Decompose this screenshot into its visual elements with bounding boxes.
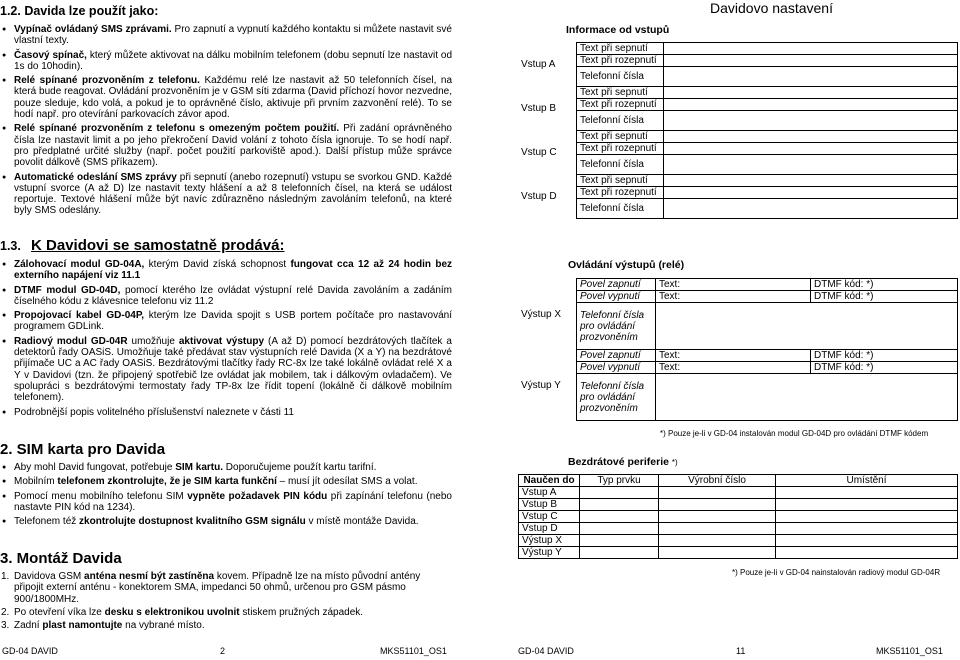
output-phones-label: Telefonní čísla pro ovládání prozvoněním bbox=[577, 303, 656, 350]
list-item bbox=[0, 407, 452, 418]
wireless-row-label: Vstup B bbox=[519, 499, 580, 511]
item-bold: fungovat cca 12 až 24 hodin bez externího napájení viz 11.1 bbox=[14, 259, 453, 282]
output-on-dtmf: DTMF kód: *) bbox=[811, 350, 958, 362]
wireless-footnote: *) Pouze je-li v GD-04 nainstalován radiový modul GD-04R bbox=[732, 568, 941, 577]
input-field-value bbox=[664, 111, 958, 131]
wireless-serial-cell bbox=[659, 487, 776, 499]
settings-title: Davidovo nastavení bbox=[710, 0, 833, 16]
input-field-label: Text při sepnutí bbox=[577, 43, 664, 55]
item-bold: telefonem zkontrolujte, že je SIM karta funkční bbox=[57, 476, 277, 488]
input-row bbox=[518, 87, 958, 99]
input-row bbox=[518, 99, 958, 111]
item-text: Při zadání oprávněného čísla lze nastavit limit a po jeho překročení David volání z tohoto čísla ignoruje. To se hodí např. pro předplatné určité služby (např. počet použití parkoviště apod.). Další přístup může správce povolit dálkově (SMS příkazem). bbox=[14, 123, 452, 169]
item-text: (A až D) pomocí bezdrátových tlačítek a detektorů řady OASiS. Umožňuje také předávat stav výstupních relé Davida (X a Y) na bezdrátové přijímače UC a AC řady OASiS. Bezdrátovými tlačítky řady RC-8x lze také lokálně ovládat relé X a Y v Davidovi (tzn. že připojený spotřebič lze ovládat jak mobilem, tak i dálkovým ovladačem). Ve spolupráci s bezdrátovými termostaty řady TP-8x lze řídit topení (lokálně či dálkově mobilním telefonem). bbox=[14, 335, 452, 404]
output-phones-label: Telefonní čísla pro ovládání prozvoněním bbox=[577, 374, 656, 421]
wireless-location-cell bbox=[776, 535, 958, 547]
wireless-header-row bbox=[519, 475, 958, 487]
wireless-row bbox=[519, 547, 958, 559]
item-text: Telefonem též bbox=[14, 516, 80, 528]
wireless-type-cell bbox=[580, 487, 659, 499]
list-item bbox=[0, 123, 452, 168]
section-3-title: 3. Montáž Davida bbox=[0, 550, 122, 567]
list-item bbox=[0, 336, 452, 404]
list-item bbox=[0, 310, 452, 333]
item-bold: plast namontujte bbox=[42, 620, 123, 632]
section-2-title: 2. SIM karta pro Davida bbox=[0, 441, 166, 458]
outputs-footnote: *) Pouze je-li v GD-04 instalován modul GD-04D pro ovládání DTMF kódem bbox=[660, 429, 929, 438]
input-field-label: Text při rozepnutí bbox=[577, 187, 664, 199]
input-field-value bbox=[664, 175, 958, 187]
item-number: 3. bbox=[1, 620, 10, 632]
item-text: na vybrané místo. bbox=[122, 620, 205, 632]
item-text: Po otevření víka lze bbox=[14, 606, 105, 618]
footer-right-title: GD-04 DAVID bbox=[518, 646, 574, 656]
wireless-row-label: Výstup Y bbox=[519, 547, 580, 559]
input-field-value bbox=[664, 143, 958, 155]
item-bold: anténa nesmí být zastíněna bbox=[84, 571, 215, 582]
item-number: 2. bbox=[1, 606, 10, 618]
item-text: kterým David získá schopnost bbox=[144, 259, 291, 270]
item-text: Každému relé lze nastavit až 50 telefonních čísel, na která bude reagovat. Ovládání prozvoněním je v GSM síti zdarma (David příchozí hovor nezvedne, pouze sleduje, kdo volá, a pokud je to oprávněné číslo, aktivuje při prvním zazvonění relé). To se hodí např. pro otevírání parkovacích závor apod. bbox=[14, 75, 453, 121]
wireless-row bbox=[519, 487, 958, 499]
item-text: při zapínání telefonu (nebo nastavte PIN kód na 1234). bbox=[14, 490, 452, 513]
input-row bbox=[518, 43, 958, 55]
footer-right-page: 11 bbox=[736, 646, 746, 656]
list-item bbox=[0, 476, 452, 487]
item-bold: Radiový modul GD-04R bbox=[14, 335, 128, 347]
input-field-value bbox=[664, 55, 958, 67]
item-text: Davidova GSM bbox=[14, 571, 85, 582]
list-item bbox=[0, 50, 452, 73]
input-row bbox=[518, 199, 958, 219]
item-bold: desku s elektronikou uvolnit bbox=[104, 606, 240, 618]
section-1-2-title: 1.2. Davida lze použít jako: bbox=[0, 4, 159, 18]
output-row bbox=[518, 291, 958, 303]
list-item bbox=[0, 491, 452, 514]
wireless-row bbox=[519, 511, 958, 523]
input-field-value bbox=[664, 131, 958, 143]
wireless-header-cell: Typ prvku bbox=[580, 475, 659, 487]
wireless-location-cell bbox=[776, 523, 958, 535]
wireless-row bbox=[519, 523, 958, 535]
item-bold: Zálohovací modul GD-04A, bbox=[14, 259, 145, 270]
item-bold: DTMF modul GD-04D, bbox=[14, 284, 121, 296]
output-on-label: Povel zapnutí bbox=[577, 279, 656, 291]
inputs-title: Informace od vstupů bbox=[566, 24, 670, 36]
item-bold: Relé spínané prozvoněním z telefonu s omezeným počtem použití. bbox=[14, 123, 340, 135]
list-item bbox=[0, 172, 452, 217]
list-item bbox=[0, 516, 452, 527]
wireless-location-cell bbox=[776, 487, 958, 499]
input-row bbox=[518, 175, 958, 187]
item-text: Pro zapnutí a vypnutí každého kontaktu si můžete nastavit své vlastní texty. bbox=[14, 24, 452, 47]
section-1-3-list bbox=[0, 259, 452, 421]
output-on-label: Povel zapnutí bbox=[577, 350, 656, 362]
output-row bbox=[518, 362, 958, 374]
list-item bbox=[0, 462, 452, 473]
output-off-text: Text: bbox=[656, 291, 811, 303]
output-row bbox=[518, 374, 958, 421]
item-bold: vypněte požadavek PIN kódu bbox=[187, 490, 328, 502]
numbered-item bbox=[0, 571, 452, 605]
item-text: pomocí kterého lze ovládat výstupní relé Davida zavoláním a zadáním číselného kódu z klávesnice telefonu viz 11.2 bbox=[14, 284, 453, 307]
wireless-row-label: Vstup D bbox=[519, 523, 580, 535]
output-on-text: Text: bbox=[656, 350, 811, 362]
output-row bbox=[518, 350, 958, 362]
input-field-value bbox=[664, 67, 958, 87]
input-label: Vstup D bbox=[521, 191, 557, 202]
input-field-label: Telefonní čísla bbox=[577, 155, 664, 175]
input-field-label: Text při sepnutí bbox=[577, 87, 664, 99]
wireless-type-cell bbox=[580, 499, 659, 511]
wireless-serial-cell bbox=[659, 523, 776, 535]
numbered-item bbox=[0, 607, 452, 618]
numbered-item bbox=[0, 620, 452, 631]
item-number: 1. bbox=[1, 571, 10, 582]
input-row bbox=[518, 131, 958, 143]
item-text: stiskem pružných západek. bbox=[239, 606, 364, 618]
wireless-title-note: *) bbox=[671, 458, 678, 467]
output-label: Výstup Y bbox=[521, 379, 561, 391]
wireless-serial-cell bbox=[659, 511, 776, 523]
section-2-list bbox=[0, 462, 452, 530]
list-item bbox=[0, 285, 452, 308]
item-text: – musí jít odesílat SMS a volat. bbox=[276, 476, 418, 488]
input-field-label: Text při sepnutí bbox=[577, 175, 664, 187]
item-text: umožňuje bbox=[127, 335, 179, 347]
item-bold: aktivovat výstupy bbox=[178, 335, 265, 347]
wireless-table bbox=[518, 474, 958, 559]
wireless-location-cell bbox=[776, 499, 958, 511]
item-text: Podrobnější popis volitelného příslušenství naleznete v části 11 bbox=[14, 406, 294, 418]
wireless-row bbox=[519, 535, 958, 547]
input-row bbox=[518, 67, 958, 87]
input-field-label: Text při rozepnutí bbox=[577, 99, 664, 111]
output-off-label: Povel vypnutí bbox=[577, 362, 656, 374]
item-bold: Vypínač ovládaný SMS zprávami. bbox=[14, 24, 172, 35]
input-field-value bbox=[664, 155, 958, 175]
item-text: Mobilním bbox=[14, 476, 58, 488]
wireless-serial-cell bbox=[659, 535, 776, 547]
item-text: Aby mohl David fungovat, potřebuje bbox=[14, 462, 176, 473]
input-field-value bbox=[664, 187, 958, 199]
output-label: Výstup X bbox=[521, 308, 562, 320]
section-1-2-list bbox=[0, 24, 452, 220]
wireless-serial-cell bbox=[659, 499, 776, 511]
output-off-dtmf: DTMF kód: *) bbox=[811, 362, 958, 374]
output-phones-value bbox=[656, 374, 958, 421]
wireless-row-label: Vstup C bbox=[519, 511, 580, 523]
wireless-location-cell bbox=[776, 547, 958, 559]
input-row bbox=[518, 55, 958, 67]
wireless-header-cell: Naučen do bbox=[519, 475, 580, 487]
item-text: který můžete aktivovat na dálku mobilním telefonem (dobu sepnutí lze nastavit od 1s do 10hodin). bbox=[14, 49, 453, 72]
wireless-row-label: Vstup A bbox=[519, 487, 580, 499]
wireless-header-cell: Výrobní číslo bbox=[659, 475, 776, 487]
input-field-label: Text při rozepnutí bbox=[577, 143, 664, 155]
input-field-label: Text při sepnutí bbox=[577, 131, 664, 143]
item-text: kterým lze Davida spojit s USB portem počítače pro nastavování programem GDLink. bbox=[14, 310, 452, 333]
list-item bbox=[0, 24, 452, 47]
input-field-value bbox=[664, 199, 958, 219]
output-off-dtmf: DTMF kód: *) bbox=[811, 291, 958, 303]
input-row bbox=[518, 187, 958, 199]
footer-right-code: MKS51101_OS1 bbox=[876, 646, 943, 656]
input-label: Vstup A bbox=[521, 59, 556, 70]
item-bold: Propojovací kabel GD-04P, bbox=[14, 310, 144, 322]
item-text: při sepnutí (anebo rozepnutí) vstupu se svorkou GND. Každé vstupní svorce (A až D) lze nastavit texty hlášení a až 8 telefonních čísel, na která se událost reportuje. Textové hlášení může být navíc zdůrazněno následným zavoláním telefonů, na které byly SMS odeslány. bbox=[14, 171, 452, 217]
section-3-list bbox=[0, 571, 452, 633]
inputs-table bbox=[518, 42, 958, 219]
output-on-text: Text: bbox=[656, 279, 811, 291]
input-row bbox=[518, 111, 958, 131]
item-text: kovem. Případně lze na místo původní antény připojit externí anténu - konektorem SMA, impedanci 50 ohmů, určenou pro GSM pásmo 900/1800MHz. bbox=[14, 571, 421, 605]
item-bold: SIM kartu. bbox=[175, 462, 224, 473]
output-row bbox=[518, 279, 958, 291]
input-label: Vstup B bbox=[521, 103, 557, 114]
input-field-value bbox=[664, 87, 958, 99]
item-bold: zkontrolujte dostupnost kvalitního GSM signálu bbox=[79, 516, 306, 528]
output-off-label: Povel vypnutí bbox=[577, 291, 656, 303]
input-field-value bbox=[664, 99, 958, 111]
wireless-type-cell bbox=[580, 523, 659, 535]
wireless-title-text: Bezdrátové periferie bbox=[568, 456, 669, 468]
wireless-location-cell bbox=[776, 511, 958, 523]
input-field-label: Telefonní čísla bbox=[577, 67, 664, 87]
footer-left-code: MKS51101_OS1 bbox=[380, 646, 447, 656]
input-label: Vstup C bbox=[521, 147, 557, 158]
item-text: v místě montáže Davida. bbox=[305, 516, 419, 528]
wireless-type-cell bbox=[580, 535, 659, 547]
wireless-header-cell: Umístění bbox=[776, 475, 958, 487]
output-phones-value bbox=[656, 303, 958, 350]
list-item bbox=[0, 75, 452, 120]
wireless-title bbox=[568, 456, 678, 468]
item-text: Pomocí menu mobilního telefonu SIM bbox=[14, 490, 188, 502]
footer-left-page: 2 bbox=[220, 646, 226, 656]
item-text: Doporučujeme použít kartu tarifní. bbox=[223, 462, 377, 473]
wireless-type-cell bbox=[580, 511, 659, 523]
wireless-row-label: Výstup X bbox=[519, 535, 580, 547]
input-field-value bbox=[664, 43, 958, 55]
input-row bbox=[518, 155, 958, 175]
input-row bbox=[518, 143, 958, 155]
item-text: Zadní bbox=[14, 620, 43, 632]
list-item bbox=[0, 259, 452, 282]
wireless-type-cell bbox=[580, 547, 659, 559]
input-field-label: Telefonní čísla bbox=[577, 199, 664, 219]
item-bold: Automatické odeslání SMS zprávy bbox=[14, 171, 177, 183]
item-bold: Časový spínač, bbox=[14, 49, 87, 61]
input-field-label: Text při rozepnutí bbox=[577, 55, 664, 67]
output-row bbox=[518, 303, 958, 350]
wireless-serial-cell bbox=[659, 547, 776, 559]
footer-left-title: GD-04 DAVID bbox=[2, 646, 58, 656]
outputs-table bbox=[518, 278, 958, 421]
section-1-3-heading: K Davidovi se samostatně prodává: bbox=[31, 237, 285, 254]
outputs-title: Ovládání výstupů (relé) bbox=[568, 259, 685, 271]
section-1-3-title bbox=[0, 237, 284, 254]
input-field-label: Telefonní čísla bbox=[577, 111, 664, 131]
item-bold: Relé spínané prozvoněním z telefonu. bbox=[14, 75, 200, 87]
output-off-text: Text: bbox=[656, 362, 811, 374]
wireless-row bbox=[519, 499, 958, 511]
section-1-3-number: 1.3. bbox=[0, 239, 21, 253]
output-on-dtmf: DTMF kód: *) bbox=[811, 279, 958, 291]
